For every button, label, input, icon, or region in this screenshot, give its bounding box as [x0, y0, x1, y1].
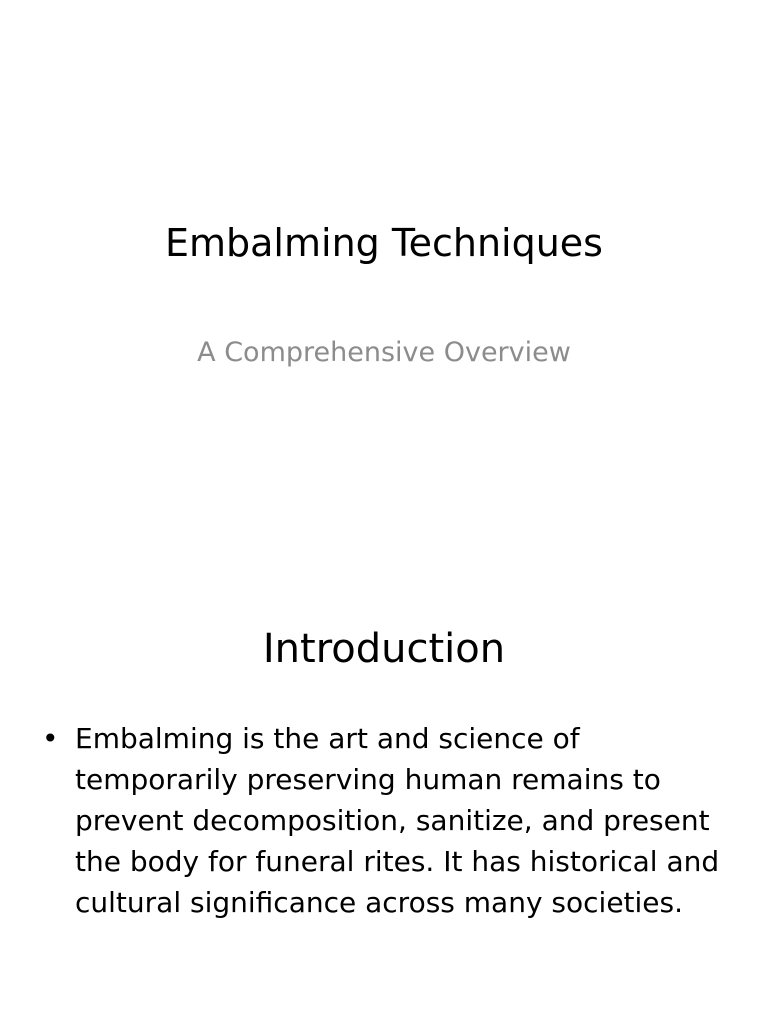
slide-title: Embalming Techniques	[165, 221, 603, 265]
slide-title: Introduction	[262, 626, 506, 672]
bullet-text: Embalming is the art and science of temporarily preserving human remains to prevent decomposition, sanitize, and present the body for funeral rites. It has historical and cultural significance across many societies.	[75, 722, 720, 919]
slide-subtitle: A Comprehensive Overview	[197, 337, 571, 368]
introduction-slide	[0, 576, 768, 1024]
list-item	[40, 718, 730, 923]
bullet-icon: •	[42, 722, 59, 755]
bullet-list	[40, 718, 730, 923]
